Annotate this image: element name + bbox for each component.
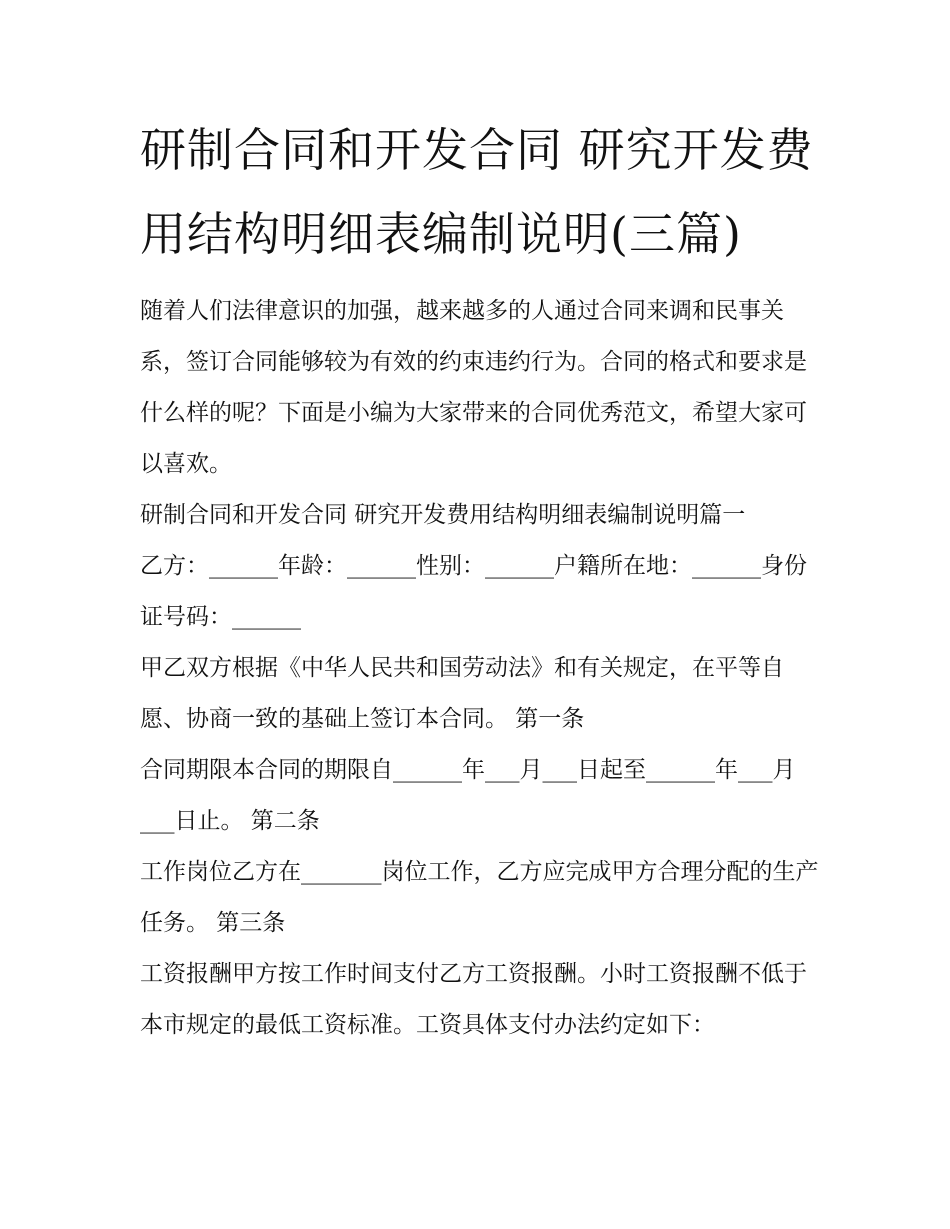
job-position-paragraph: 工作岗位乙方在_______岗位工作，乙方应完成甲方合理分配的生产任务。 第三条 <box>140 859 819 936</box>
document-body <box>140 286 820 1051</box>
document-page <box>140 108 820 1051</box>
section-heading: 研制合同和开发合同 研究开发费用结构明细表编制说明篇一 <box>140 502 746 528</box>
agreement-basis-paragraph: 甲乙双方根据《中华人民共和国劳动法》和有关规定，在平等自愿、协商一致的基础上签订本合同。 第一条 <box>140 655 784 732</box>
contract-term-paragraph: 合同期限本合同的期限自______年___月___日起至______年___月___日止。 第二条 <box>140 757 796 834</box>
party-b-info-line: 乙方：______年龄：______性别：______户籍所在地：______身份证号码：______ <box>140 553 807 630</box>
salary-paragraph: 工资报酬甲方按工作时间支付乙方工资报酬。小时工资报酬不低于本市规定的最低工资标准。工资具体支付办法约定如下： <box>140 961 807 1038</box>
intro-paragraph: 随着人们法律意识的加强，越来越多的人通过合同来调和民事关系，签订合同能够较为有效的约束违约行为。合同的格式和要求是什么样的呢？下面是小编为大家带来的合同优秀范文，希望大家可以喜欢。 <box>140 298 807 477</box>
document-title: 研制合同和开发合同 研究开发费用结构明细表编制说明(三篇) <box>140 123 814 261</box>
